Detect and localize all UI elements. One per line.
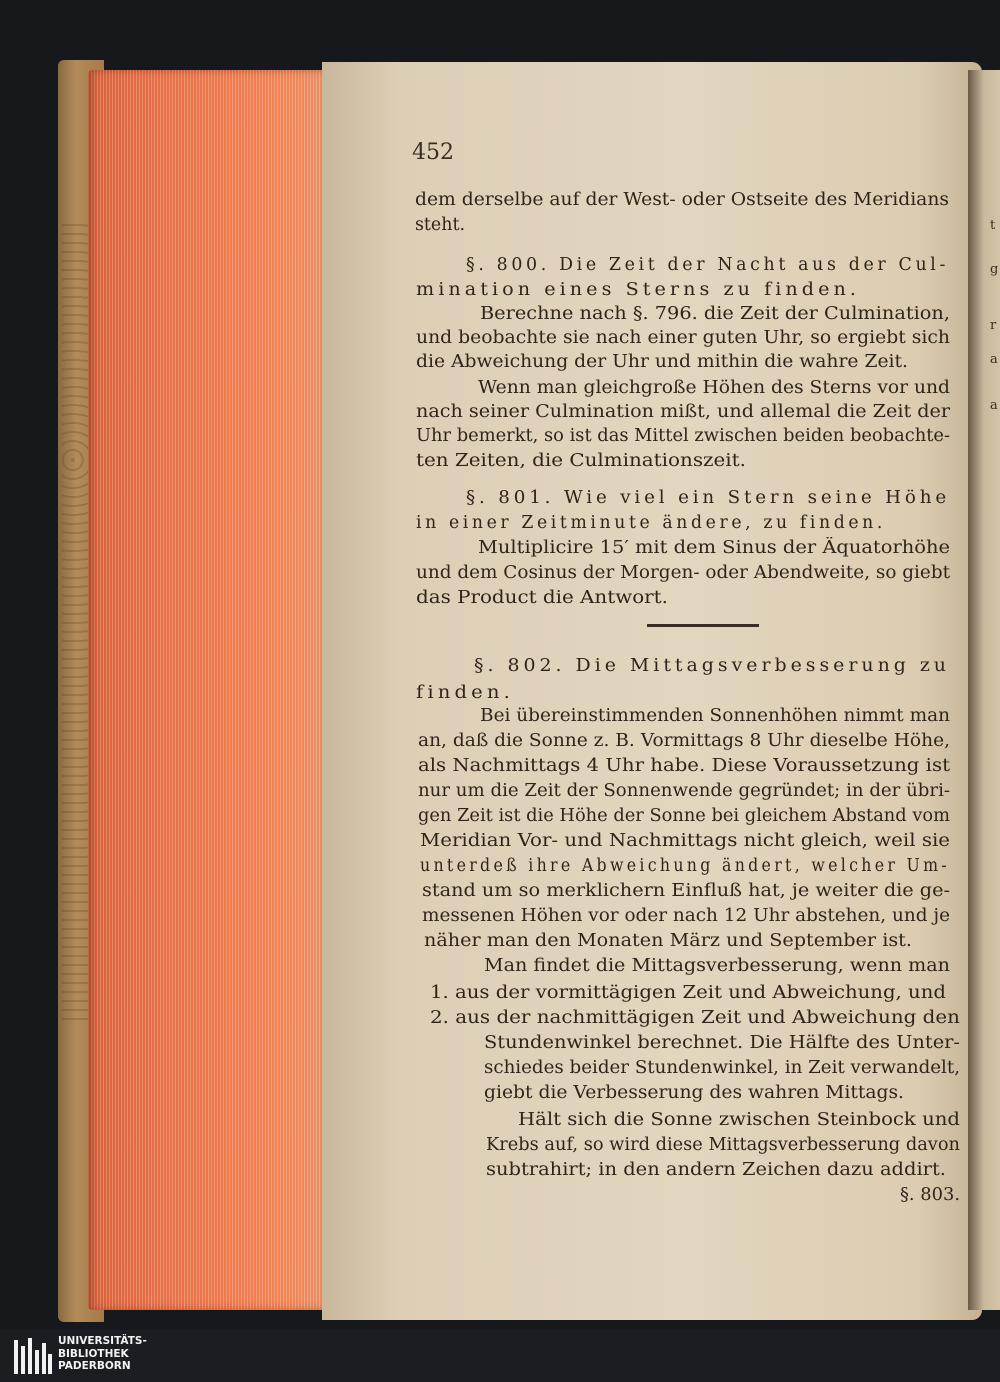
text-line: giebt die Verbesserung des wahren Mittags. [484, 1083, 905, 1103]
text-line: gen Zeit ist die Höhe der Sonne bei gleichem Abstand vom [418, 806, 951, 826]
text-line: Man findet die Mittagsverbesserung, wenn man [484, 956, 951, 976]
text-line: näher man den Monaten März und September ist. [424, 931, 913, 951]
text-line: ten Zeiten, die Culminationszeit. [416, 451, 747, 471]
text-line: Krebs auf, so wird diese Mittagsverbesserung davon [486, 1135, 960, 1155]
library-name-line: PADERBORN [58, 1360, 131, 1372]
library-name [58, 1335, 147, 1373]
section-heading: §. 800. Die Zeit der Nacht aus der Cul- [466, 255, 949, 275]
page-number: 452 [412, 140, 454, 165]
library-name-line: BIBLIOTHEK [58, 1347, 129, 1360]
university-library-logo-icon [13, 1336, 53, 1378]
text-line: als Nachmittags 4 Uhr habe. Diese Voraussetzung ist [418, 756, 950, 776]
list-item: 2. aus der nachmittägigen Zeit und Abweichung den [430, 1008, 960, 1028]
section-heading: mination eines Sterns zu finden. [416, 280, 861, 300]
facing-page-glyph: a [990, 352, 998, 367]
facing-page-glyph: g [990, 262, 999, 277]
facing-page-glyph: t [990, 218, 996, 233]
facing-page-glyph: a [990, 398, 998, 413]
section-heading: finden. [416, 683, 514, 703]
facing-page-glyph: r [990, 318, 997, 333]
page-block-edge [88, 70, 326, 1310]
text-line: subtrahirt; in den andern Zeichen dazu addirt. [486, 1160, 946, 1180]
text-line: Uhr bemerkt, so ist das Mittel zwischen beiden beobachte- [416, 426, 950, 446]
text-line: die Abweichung der Uhr und mithin die wahre Zeit. [416, 352, 908, 372]
text-line: Hält sich die Sonne zwischen Steinbock und [518, 1110, 960, 1130]
text-line: Meridian Vor- und Nachmittags nicht gleich, weil sie [420, 831, 951, 851]
text-line: und dem Cosinus der Morgen- oder Abendweite, so giebt [416, 563, 950, 583]
text-line: steht. [415, 215, 465, 235]
text-line: Wenn man gleichgroße Höhen des Sterns vor und [478, 378, 950, 398]
text-line: nach seiner Culmination mißt, und allemal die Zeit der [416, 402, 951, 422]
text-line: stand um so merklichern Einfluß hat, je weiter die ge- [422, 881, 951, 901]
library-name-line: UNIVERSITÄTS- [58, 1335, 147, 1347]
text-line: das Product die Antwort. [416, 588, 669, 608]
catchword: §. 803. [900, 1185, 960, 1205]
text-line: nur um die Zeit der Sonnenwende gegründet; in der übri- [418, 781, 951, 801]
section-heading: §. 802. Die Mittagsverbesserung zu [474, 656, 950, 676]
list-item: 1. aus der vormittägigen Zeit und Abweichung, und [430, 983, 946, 1003]
section-heading: §. 801. Wie viel ein Stern seine Höhe [466, 488, 951, 508]
text-line: Berechne nach §. 796. die Zeit der Culmination, [480, 304, 950, 324]
text-line: messenen Höhen vor oder nach 12 Uhr abstehen, und je [422, 906, 950, 926]
text-line: unterdeß ihre Abweichung ändert, welcher Um- [420, 856, 951, 876]
facing-page-sliver [968, 70, 1000, 1310]
text-line: schiedes beider Stundenwinkel, in Zeit verwandelt, [484, 1058, 961, 1078]
text-line: Multiplicire 15′ mit dem Sinus der Äquatorhöhe [478, 538, 950, 558]
section-heading: in einer Zeitminute ändere, zu finden. [416, 513, 886, 533]
text-line: dem derselbe auf der West- oder Ostseite des Meridians [415, 190, 949, 210]
text-line: und beobachte sie nach einer guten Uhr, so ergiebt sich [416, 328, 951, 348]
text-line: Bei übereinstimmenden Sonnenhöhen nimmt man [480, 706, 950, 726]
text-line: an, daß die Sonne z. B. Vormittags 8 Uhr dieselbe Höhe, [418, 731, 950, 751]
library-footer [0, 1330, 1000, 1382]
section-divider [647, 624, 759, 627]
text-line: Stundenwinkel berechnet. Die Hälfte des Unter- [484, 1033, 960, 1053]
